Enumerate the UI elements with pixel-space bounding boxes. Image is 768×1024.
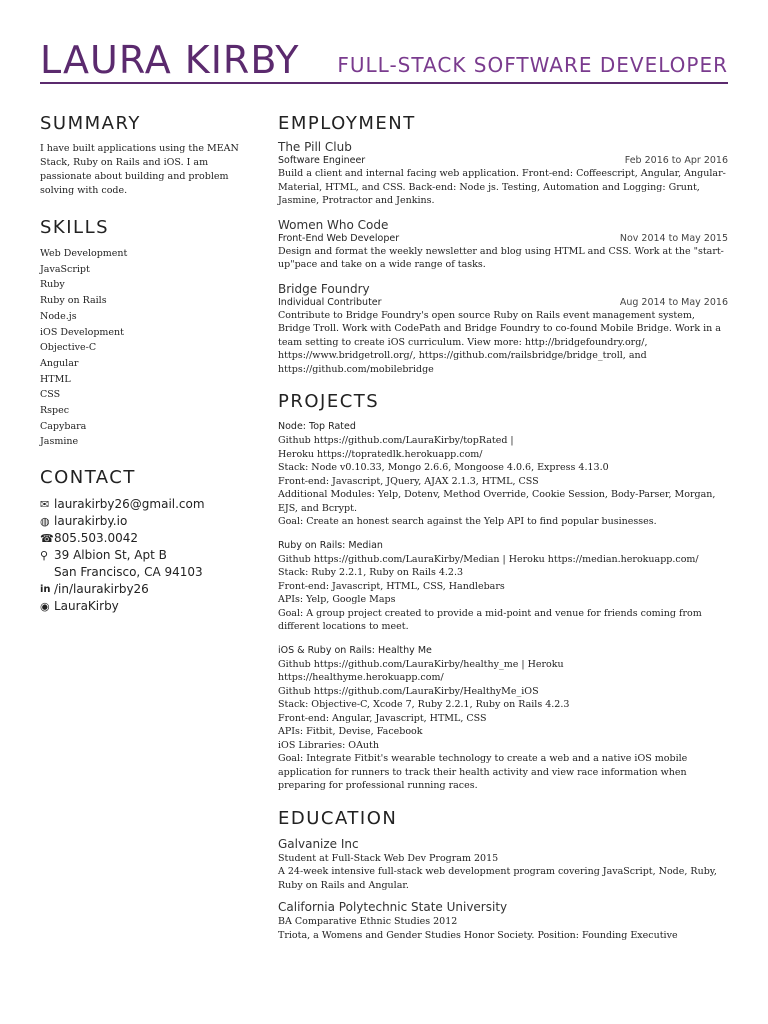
contact-website[interactable]: [40, 513, 250, 530]
address-block: [54, 547, 203, 581]
job-org: Bridge Foundry: [278, 281, 370, 296]
project-name: Node: Top Rated: [278, 421, 356, 432]
left-column: [40, 112, 250, 615]
project-line[interactable]: Github https://github.com/LauraKirby/Median | Heroku https://median.herokuapp.com/: [278, 553, 699, 565]
skill-item: Angular: [40, 357, 79, 369]
phone-text: 805.503.0042: [54, 531, 138, 546]
contact-list: [40, 496, 250, 615]
school-name: California Polytechnic State University: [278, 900, 508, 914]
envelope-icon: ✉: [40, 498, 50, 512]
summary-heading: SUMMARY: [40, 113, 141, 134]
contact-linkedin[interactable]: [40, 581, 250, 598]
project-line: APIs: Fitbit, Devise, Facebook: [278, 726, 423, 737]
skills-heading: SKILLS: [40, 217, 110, 238]
job-org: Women Who Code: [278, 217, 389, 232]
skill-item: Web Development: [40, 248, 128, 259]
job-entry: [278, 218, 728, 272]
job-description: Design and format the weekly newsletter and blog using HTML and CSS. Work at the "start-up"pace and take on a wide range of tasks.: [278, 245, 724, 270]
job-title-row: [278, 297, 728, 309]
project-line: Stack: Objective-C, Xcode 7, Ruby 2.2.1, Ruby on Rails 4.2.3: [278, 699, 570, 710]
job-title: Software Engineer: [278, 155, 366, 166]
project-line: iOS Libraries: OAuth: [278, 739, 379, 751]
map-marker-icon: ⚲: [40, 549, 49, 563]
address-line1: 39 Albion St, Apt B: [54, 548, 167, 563]
project-line: Goal: Integrate Fitbit's wearable technology to create a web and a native iOS mobile application for runners to track their health activity and view race information when preparing for professional running races.: [278, 753, 688, 791]
job-title: Front-End Web Developer: [278, 232, 400, 244]
job-org: The Pill Club: [278, 140, 352, 154]
projects-heading: PROJECTS: [278, 391, 380, 412]
education-detail: A 24-week intensive full-stack web development program covering JavaScript, Node, Ruby, Ruby on Rails and Angular.: [278, 866, 717, 891]
globe-icon: ◍: [40, 515, 50, 529]
phone-icon: ☎: [40, 532, 54, 546]
school-name: Galvanize Inc: [278, 836, 359, 851]
skill-item: CSS: [40, 389, 61, 401]
project-entry: [278, 420, 728, 529]
job-entry: [278, 282, 728, 377]
project-entry: [278, 539, 728, 634]
project-name: iOS & Ruby on Rails: Healthy Me: [278, 644, 432, 656]
education-entry: [278, 900, 728, 942]
job-entry: [278, 140, 728, 208]
degree-line: BA Comparative Ethnic Studies 2012: [278, 916, 458, 927]
project-line[interactable]: https://healthyme.herokuapp.com/: [278, 672, 444, 683]
skill-item: Capybara: [40, 420, 87, 432]
linkedin-icon: in: [40, 584, 51, 596]
project-line: Goal: Create an honest search against the Yelp API to find popular businesses.: [278, 516, 657, 527]
job-description: Build a client and internal facing web application. Front-end: Coffeescript, Angular, Angular-Material, HTML, and CSS. Back-end: Node js. Testing, Automation and Logging: Grunt, Jasmine, Protractor and Jenkins.: [278, 168, 726, 206]
project-line: Front-end: Angular, Javascript, HTML, CSS: [278, 712, 487, 724]
job-dates: Feb 2016 to Apr 2016: [624, 155, 728, 166]
resume-header: [40, 38, 728, 84]
linkedin-text[interactable]: /in/laurakirby26: [54, 582, 149, 597]
github-icon: ◉: [40, 600, 50, 614]
summary-text: I have built applications using the MEAN Stack, Ruby on Rails and iOS. I am passionate about building and problem solving with code.: [40, 143, 239, 196]
project-line: Goal: A group project created to provide a mid-point and venue for friends coming from different locations to meet.: [278, 607, 702, 632]
address-line2: San Francisco, CA 94103: [54, 565, 203, 580]
contact-heading: CONTACT: [40, 467, 136, 489]
project-line[interactable]: Github https://github.com/LauraKirby/topRated |: [278, 435, 514, 446]
education-detail: Triota, a Womens and Gender Studies Honor Society. Position: Founding Executive: [278, 929, 678, 941]
project-line[interactable]: Heroku https://topratedlk.herokuapp.com/: [278, 448, 483, 460]
skill-item: HTML: [40, 373, 71, 385]
project-line: APIs: Yelp, Google Maps: [278, 594, 396, 605]
skill-item: iOS Development: [40, 326, 124, 338]
project-line[interactable]: Github https://github.com/LauraKirby/healthy_me | Heroku: [278, 658, 564, 670]
job-title-row: [278, 233, 728, 245]
education-heading: EDUCATION: [278, 807, 398, 829]
project-entry: [278, 644, 728, 793]
contact-address: [40, 547, 250, 581]
project-line: Front-end: Javascript, HTML, CSS, Handlebars: [278, 580, 505, 592]
employment-heading: EMPLOYMENT: [278, 113, 416, 134]
skills-list: [40, 246, 250, 450]
project-name: Ruby on Rails: Median: [278, 539, 383, 551]
candidate-role: FULL-STACK SOFTWARE DEVELOPER: [337, 53, 728, 77]
skill-item: JavaScript: [40, 263, 90, 275]
skill-item: Objective-C: [40, 342, 97, 354]
degree-line: Student at Full-Stack Web Dev Program 2015: [278, 852, 499, 864]
email-text[interactable]: laurakirby26@gmail.com: [54, 497, 205, 512]
project-line: Stack: Node v0.10.33, Mongo 2.6.6, Mongoose 4.0.6, Express 4.13.0: [278, 462, 609, 473]
skill-item: Ruby: [40, 279, 65, 291]
project-line: Additional Modules: Yelp, Dotenv, Method Override, Cookie Session, Body-Parser, Morgan, EJS, and Bcrypt.: [278, 489, 716, 514]
job-dates: Nov 2014 to May 2015: [619, 232, 728, 244]
job-title: Individual Contributer: [278, 296, 382, 308]
contact-email[interactable]: [40, 496, 250, 513]
candidate-name: LAURA KIRBY: [40, 38, 300, 82]
skill-item: Rspec: [40, 405, 70, 417]
job-description: Contribute to Bridge Foundry's open source Ruby on Rails event management system, Bridge Troll. Work with CodePath and Bridge Foundry to co-found Mobile Bridge. Work in a team setting to create iOS curriculum. View more: http://bridgefoundry.org/, https://www.bridgetroll.org/, https://github.com/railsbridge/bridge_troll, and https://github.com/mobilebridge: [278, 309, 721, 375]
job-title-row: [278, 155, 728, 167]
job-dates: Aug 2014 to May 2016: [619, 296, 728, 308]
skill-item: Node.js: [40, 310, 77, 322]
project-line: Front-end: Javascript, JQuery, AJAX 2.1.3, HTML, CSS: [278, 475, 539, 487]
github-text[interactable]: LauraKirby: [54, 599, 119, 614]
project-line: Stack: Ruby 2.2.1, Ruby on Rails 4.2.3: [278, 567, 464, 578]
education-entry: [278, 837, 728, 893]
contact-phone: [40, 530, 250, 547]
right-column: [278, 112, 728, 942]
website-text[interactable]: laurakirby.io: [54, 514, 128, 529]
project-line[interactable]: Github https://github.com/LauraKirby/HealthyMe_iOS: [278, 685, 539, 697]
skill-item: Ruby on Rails: [40, 295, 107, 307]
skill-item: Jasmine: [40, 436, 79, 448]
contact-github[interactable]: [40, 598, 250, 615]
